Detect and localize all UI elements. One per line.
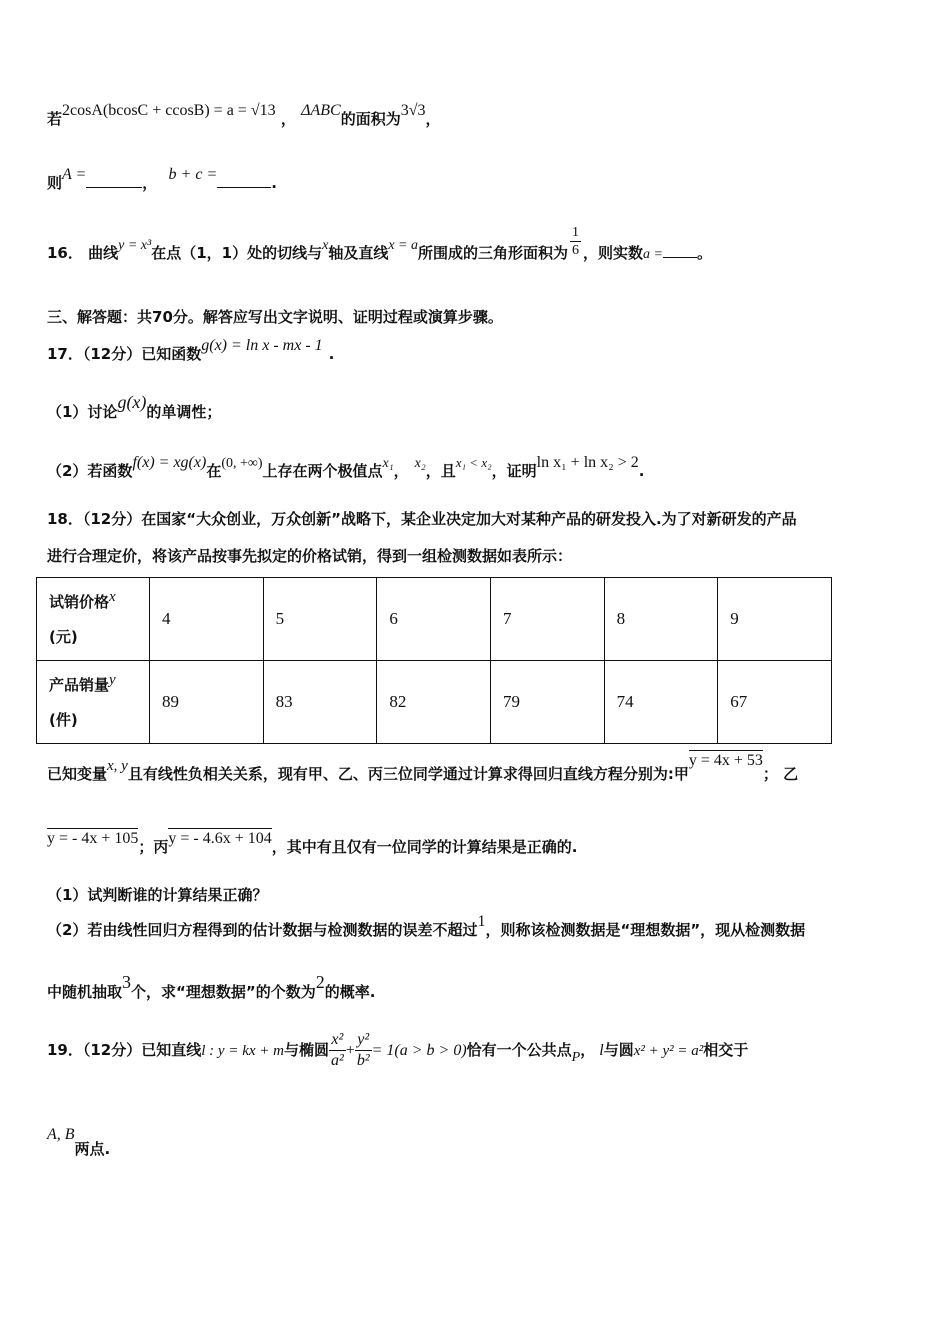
q17-header-line [47,337,335,364]
q19-line [47,1030,748,1071]
q16-var: a = [643,247,663,262]
sales-cell: 67 [718,661,832,744]
q16-t2: 在点（1，1）处的切线与 [151,244,323,262]
q18-part2-line1 [47,913,806,940]
section3-title: 三、解答题：共70分。解答应写出文字说明、证明过程或演算步骤。 [47,308,503,326]
q17-part1-line [47,392,222,422]
q19-t5: 两点. [74,1140,111,1158]
sales-cell: 83 [263,661,377,744]
q16-t4: 所围成的三角形面积为 [418,244,569,262]
q17-p2-interval: (0, +∞) [221,456,263,471]
q17-p2-ineq: ln x₁ + ln x₂ > 2 [536,454,639,471]
q19-t4: 相交于 [703,1041,749,1059]
q15-area-value: 3√3 [400,102,426,119]
price-cell: 8 [604,578,718,661]
q19-ell-rest: = 1(a > b > 0) [371,1042,467,1059]
q16-area-den: 6 [572,243,580,258]
q18-regression-line1 [47,752,799,784]
q17-p1-text: 的单调性； [146,403,222,421]
q18-after1-t3: ； 乙 [762,765,799,783]
q16-x-axis: x [322,238,329,253]
q17-p2-func: f(x) = xg(x) [132,454,207,471]
q15-answer-b: b + c = [168,166,218,183]
q17-p2-label: （2）若函数 [47,462,133,480]
q15-end: ， [425,110,441,128]
q15-answer-sep: ， [142,174,158,192]
q19-line-eq: l : y = kx + m [201,1043,284,1059]
q17-header-end: . [328,345,335,363]
q18-after2-t1: ；丙 [138,838,169,856]
price-cell: 9 [718,578,832,661]
sales-unit: (件) [49,710,78,729]
q17-p2-t2: 上存在两个极值点 [262,462,383,480]
q18-data-table [36,577,832,744]
q16-number: 16． [47,244,83,262]
price-unit: (元) [49,627,78,646]
q19-header: 19．（12分）已知直线 [47,1041,202,1059]
q16-line [47,225,712,271]
sales-label: 产品销量 [49,675,110,694]
q18-eq-yi: y = - 4x + 105 [47,830,139,847]
table-row-sales [37,661,832,744]
q16-curve: y = x³ [118,238,152,253]
q17-p1-label: （1）讨论 [47,403,118,421]
sales-cell: 82 [377,661,491,744]
sales-cell: 79 [490,661,604,744]
q16-line-eq: x = a [388,238,418,253]
q17-p2-sep: ， [393,462,409,480]
sales-cell: 89 [150,661,264,744]
q17-p2-t4: ，证明 [491,462,537,480]
q18-after1-vars: x, y [107,758,128,774]
q17-part2-line [47,454,645,481]
q18-p3-t3: 的概率. [324,983,376,1001]
q18-after2-t2: ，其中有且仅有一位同学的计算结果是正确的. [271,838,578,856]
q15-blank-b[interactable] [217,173,271,188]
price-label: 试销价格 [49,592,110,611]
sales-header-cell [37,661,150,744]
q17-p2-x1: x₁ [382,456,394,471]
q17-func: g(x) = ln x - mx - 1 [201,337,323,354]
q19-ellipse-x-term [329,1030,346,1071]
price-cell: 6 [377,578,491,661]
q18-after1-t2: 且有线性负相关关系，现有甲、乙、丙三位同学通过计算求得回归直线方程分别为:甲 [127,765,689,783]
q18-p3-num: 3 [122,972,132,992]
q17-p2-end: . [638,462,645,480]
price-cell: 5 [263,578,377,661]
q17-p2-x2: x₂ [414,456,426,471]
q19-t2: 恰有一个公共点 [466,1041,572,1059]
q18-part2-line2 [47,972,376,1002]
price-cell: 7 [490,578,604,661]
q17-p1-func: g(x) [117,392,147,412]
q16-t6: 。 [696,244,712,262]
q18-p3-t2: 个，求“理想数据”的个数为 [131,983,316,1001]
q19-ellipse-y-term [355,1030,372,1071]
q19-ab: A, B [47,1126,75,1143]
q15-answer-line [47,166,277,193]
q18-line2: 进行合理定价，将该产品按事先拟定的价格试销，得到一组检测数据如表所示： [47,547,573,565]
q18-eq-bing: y = - 4.6x + 104 [168,830,272,847]
q18-p2-num: 1 [477,913,486,930]
q19-point: P [571,1050,581,1065]
q15-comma: ， [280,110,296,128]
q15-blank-a[interactable] [86,173,142,188]
q16-area-num: 1 [572,225,580,240]
q19-ell-y-den: b² [356,1052,370,1069]
q16-t5: ，则实数 [583,244,644,262]
q19-t3: 与圆 [603,1041,634,1059]
q15-triangle: ΔABC [301,102,341,119]
q16-area-fraction [570,224,581,259]
q19-t1: 与椭圆 [283,1041,329,1059]
price-var: x [109,588,116,605]
q18-line1: 18．（12分）在国家“大众创业，万众创新”战略下，某企业决定加大对某种产品的研发投入.为了对新研发的产品 [47,510,797,528]
q18-part1: （1）试判断谁的计算结果正确？ [47,886,268,904]
price-header-cell [37,578,150,661]
q19-sep: ， [580,1041,596,1059]
q18-after1-t1: 已知变量 [47,765,108,783]
q18-p2-t2: ，则称该检测数据是“理想数据”，现从检测数据 [485,921,806,939]
q19-ell-x-num: x² [329,1030,346,1051]
q16-t3: 轴及直线 [328,244,389,262]
q17-p2-cond: x₁ < x₂ [455,455,492,470]
q15-condition-line [47,102,441,129]
q18-regression-line2 [47,830,578,857]
q15-answer-end: . [271,174,277,192]
q18-p3-num2: 2 [315,972,325,992]
q15-answer-a: A = [62,166,87,183]
sales-cell: 74 [604,661,718,744]
sales-var: y [109,671,116,688]
q18-p3-t1: 中随机抽取 [47,983,123,1001]
q15-area-text: 的面积为 [340,110,401,128]
q15-formula: 2cosA(bcosC + ccosB) = a = √13 [62,102,276,119]
table-row-price [37,578,832,661]
price-cell: 4 [150,578,264,661]
q15-answer-prefix: 则 [47,174,63,192]
q19-ell-x-den: a² [330,1052,344,1069]
q18-eq-jia: y = 4x + 53 [688,752,763,769]
q17-header: 17．（12分）已知函数 [47,345,202,363]
q16-blank[interactable] [663,243,697,258]
q19-circle: x² + y² = a² [633,1043,704,1059]
q17-p2-t1: 在 [206,462,222,480]
q18-p2-t1: （2）若由线性回归方程得到的估计数据与检测数据的误差不超过 [47,921,478,939]
q19-plus: + [345,1042,355,1059]
q19-ell-y-num: y² [355,1030,372,1051]
q19-line2 [47,1126,111,1158]
q16-t1: 曲线 [88,244,119,262]
q19-l: l [599,1042,604,1059]
q17-p2-t3: ，且 [425,462,456,480]
q15-prefix: 若 [47,110,63,128]
